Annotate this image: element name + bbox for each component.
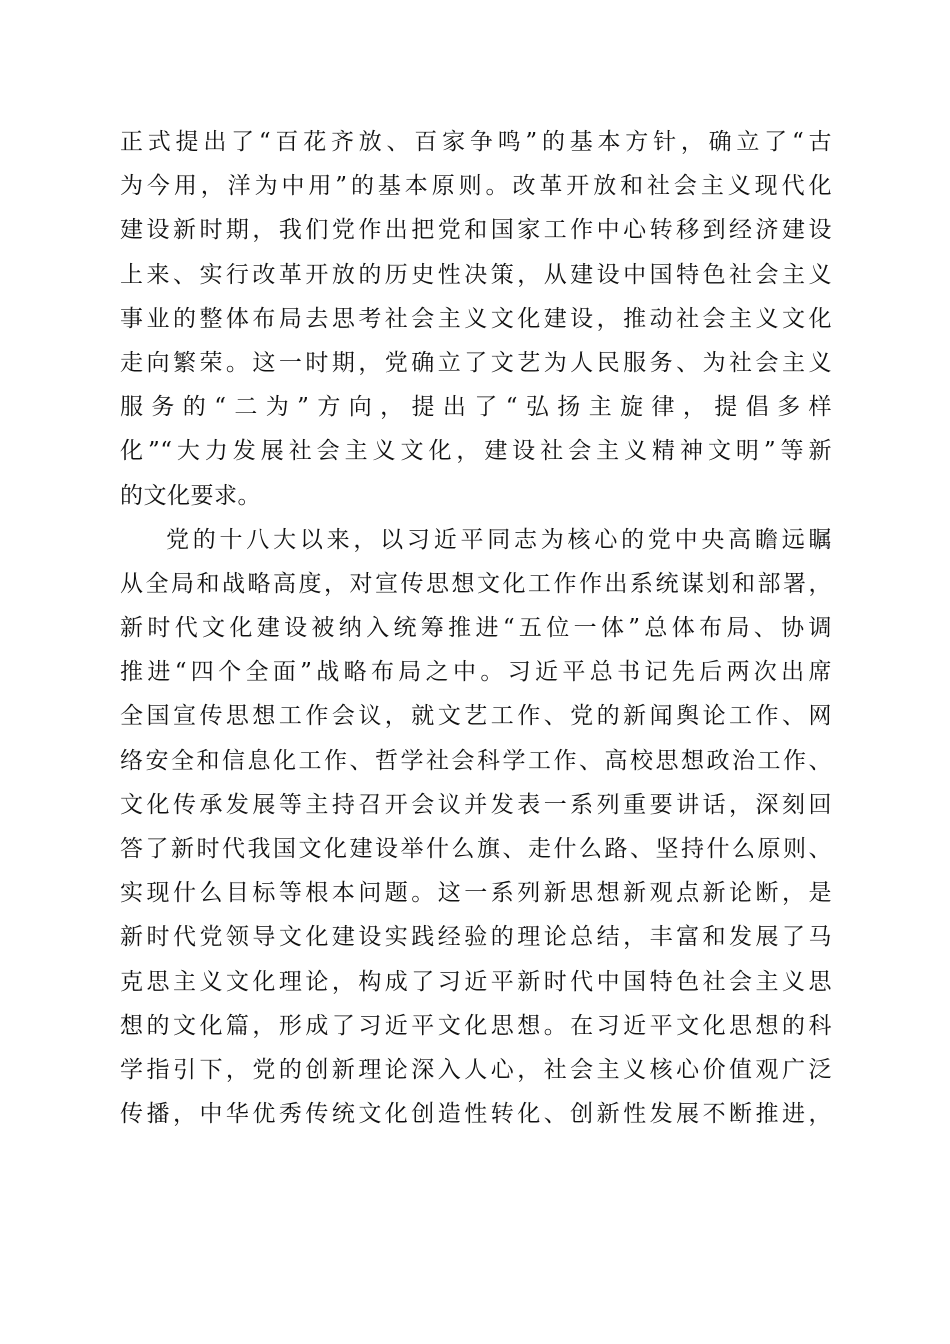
text-line: 上来、实行改革开放的历史性决策，从建设中国特色社会主义 (120, 261, 832, 288)
text-line: 文化传承发展等主持召开会议并发表一系列重要讲话，深刻回 (120, 791, 832, 818)
text-line: 新时代党领导文化建设实践经验的理论总结，丰富和发展了马 (120, 924, 832, 951)
text-line: 新时代文化建设被纳入统筹推进“五位一体”总体布局、协调 (120, 615, 832, 642)
paragraph-1 (120, 120, 832, 518)
text-line: 答了新时代我国文化建设举什么旗、走什么路、坚持什么原则、 (120, 836, 832, 862)
text-line: 克思主义文化理论，构成了习近平新时代中国特色社会主义思 (120, 968, 832, 995)
text-line: 建设新时期，我们党作出把党和国家工作中心转移到经济建设 (120, 217, 832, 244)
text-line: 全国宣传思想工作会议，就文艺工作、党的新闻舆论工作、网 (120, 703, 832, 730)
text-line: 推进“四个全面”战略布局之中。习近平总书记先后两次出席 (120, 659, 832, 686)
text-line: 为今用，洋为中用”的基本原则。改革开放和社会主义现代化 (120, 173, 832, 200)
text-line: 想的文化篇，形成了习近平文化思想。在习近平文化思想的科 (120, 1012, 832, 1039)
text-line: 事业的整体布局去思考社会主义文化建设，推动社会主义文化 (120, 305, 832, 332)
paragraph-2 (120, 518, 832, 1137)
text-line: 络安全和信息化工作、哲学社会科学工作、高校思想政治工作、 (120, 747, 832, 774)
text-line: 的文化要求。 (120, 482, 261, 509)
text-line: 党的十八大以来，以习近平同志为核心的党中央高瞻远瞩 (166, 526, 832, 553)
text-line: 学指引下，党的创新理论深入人心，社会主义核心价值观广泛 (120, 1056, 832, 1083)
text-line: 实现什么目标等根本问题。这一系列新思想新观点新论断，是 (120, 880, 832, 907)
text-line: 传播，中华优秀传统文化创造性转化、创新性发展不断推进， (120, 1101, 832, 1128)
text-line: 从全局和战略高度，对宣传思想文化工作作出系统谋划和部署， (120, 570, 832, 597)
text-line: 正式提出了“百花齐放、百家争鸣”的基本方针，确立了“古 (120, 129, 832, 155)
document-body (120, 120, 832, 1136)
text-line: 服务的“二为”方向，提出了“弘扬主旋律，提倡多样 (120, 394, 832, 421)
text-line: 化”“大力发展社会主义文化，建设社会主义精神文明”等新 (120, 438, 832, 465)
text-line: 走向繁荣。这一时期，党确立了文艺为人民服务、为社会主义 (120, 349, 832, 376)
